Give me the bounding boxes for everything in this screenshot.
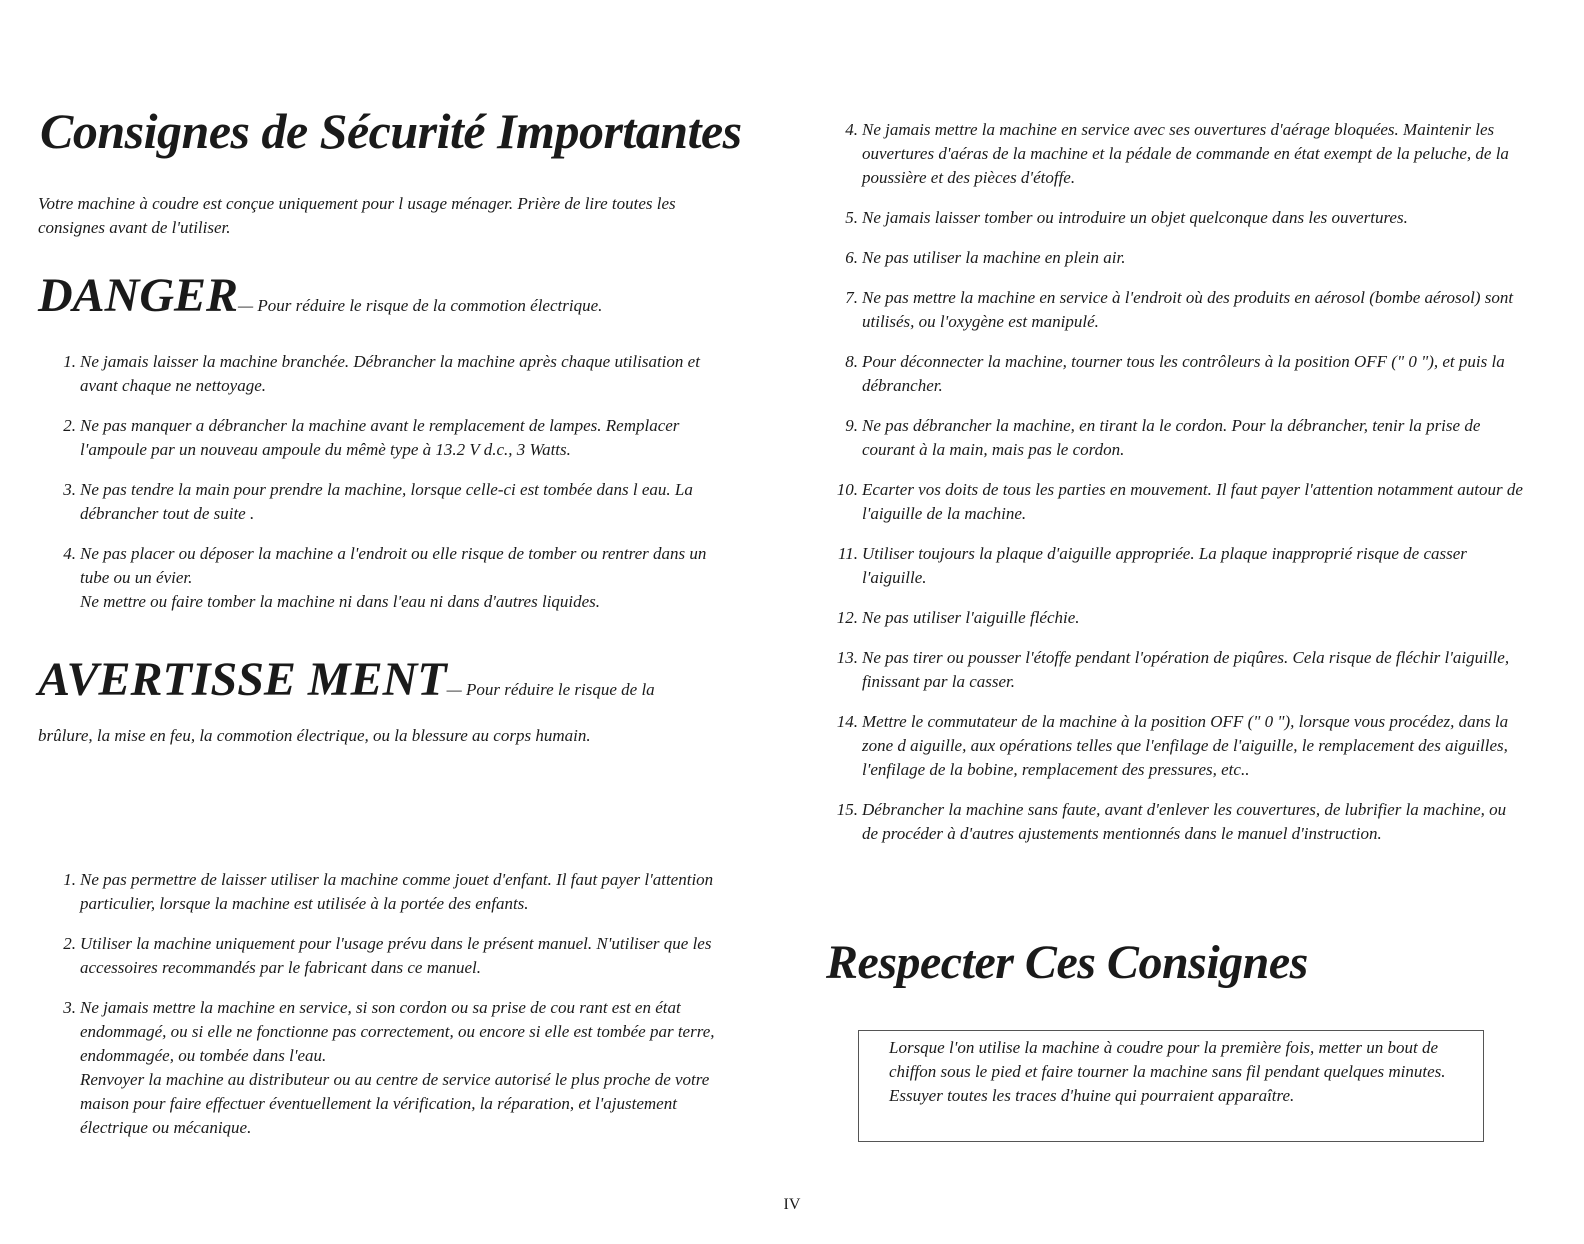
item-number: 9.	[845, 416, 858, 435]
item-text: Pour déconnecter la machine, tourner tous les contrôleurs à la position OFF (" 0 "), et puis la débrancher.	[862, 352, 1505, 395]
item-number: 7.	[845, 288, 858, 307]
item-number: 2.	[63, 934, 76, 953]
item-number: 1.	[63, 352, 76, 371]
avertissement-heading	[38, 652, 655, 707]
list-item	[44, 542, 724, 614]
item-text: Ne pas tirer ou pousser l'étoffe pendant l'opération de piqûres. Cela risque de fléchir l'aiguille, finissant par la casser.	[862, 648, 1510, 691]
avertissement-subtitle: — Pour réduire le risque de la	[446, 680, 655, 699]
item-number: 12.	[836, 608, 858, 627]
list-item	[826, 798, 1526, 846]
note-box	[858, 1030, 1484, 1142]
list-item	[826, 206, 1526, 230]
item-text: Ne jamais laisser tomber ou introduire un objet quelconque dans les ouvertures.	[862, 208, 1408, 227]
item-number: 8.	[845, 352, 858, 371]
item-text: Ne pas utiliser la machine en plein air.	[862, 248, 1126, 267]
item-number: 15.	[836, 800, 858, 819]
list-item	[826, 710, 1526, 782]
danger-list	[44, 350, 724, 630]
danger-word: DANGER	[38, 269, 239, 322]
item-number: 1.	[63, 870, 76, 889]
avertissement-list	[44, 868, 724, 1156]
list-item	[44, 414, 724, 462]
list-item	[826, 606, 1526, 630]
list-item	[826, 246, 1526, 270]
note-text: Lorsque l'on utilise la machine à coudre pour la première fois, metter un bout de chiffon sous le pied et faire tourner la machine sans fil pendant quelques minutes. Essuyer toutes les traces d'huine qui pourraient apparaître.	[889, 1038, 1446, 1105]
list-item	[826, 478, 1526, 526]
right-column-list	[826, 118, 1526, 862]
item-text: Ne pas utiliser l'aiguille fléchie.	[862, 608, 1080, 627]
page-number: IV	[783, 1196, 801, 1213]
item-number: 13.	[836, 648, 858, 667]
item-text: Ne jamais laisser la machine branchée. Débrancher la machine après chaque utilisation et avant chaque ne nettoyage.	[80, 352, 700, 395]
item-text: Mettre le commutateur de la machine à la position OFF (" 0 "), lorsque vous procédez, dans la zone d aiguille, aux opérations telles que l'enfilage de l'aiguille, le remplacement des aiguilles, l'enfilage de la bobine, remplacement des pressures, etc..	[862, 712, 1509, 779]
item-text: Ne pas débrancher la machine, en tirant la le cordon. Pour la débrancher, tenir la prise de courant à la main, mais pas le cordon.	[862, 416, 1481, 459]
item-text: Ne pas placer ou déposer la machine a l'endroit ou elle risque de tomber ou rentrer dans un tube ou un évier.	[80, 544, 707, 587]
item-number: 10.	[836, 480, 858, 499]
list-item	[44, 932, 724, 980]
list-item	[826, 286, 1526, 334]
item-number: 6.	[845, 248, 858, 267]
item-number: 3.	[63, 998, 76, 1017]
item-text: Ne pas mettre la machine en service à l'endroit où des produits en aérosol (bombe aérosol) sont utilisés, ou l'oxygène est manipulé.	[862, 288, 1514, 331]
item-text-extra: Renvoyer la machine au distributeur ou au centre de service autorisé le plus proche de votre maison pour faire effectuer éventuellement la vérification, la réparation, et l'ajustement électrique ou mécanique.	[80, 1070, 710, 1137]
item-number: 2.	[63, 416, 76, 435]
item-number: 5.	[845, 208, 858, 227]
list-item	[44, 478, 724, 526]
item-text: Ne jamais mettre la machine en service, si son cordon ou sa prise de cou rant est en état endommagé, ou si elle ne fonctionne pas correctement, ou encore si elle est tombée par terre, endommagée, ou tombée dans l'eau.	[80, 998, 715, 1065]
respect-heading: Respecter Ces Consignes	[826, 936, 1308, 989]
list-item	[826, 646, 1526, 694]
avertissement-word: AVERTISSE MENT	[38, 653, 447, 706]
danger-heading	[38, 268, 602, 323]
item-text: Ne pas tendre la main pour prendre la machine, lorsque celle-ci est tombée dans l eau. La débrancher tout de suite .	[80, 480, 693, 523]
item-text: Débrancher la machine sans faute, avant d'enlever les couvertures, de lubrifier la machine, ou de procéder à d'autres ajustements mentionnés dans le manuel d'instruction.	[862, 800, 1507, 843]
item-number: 4.	[845, 120, 858, 139]
item-text: Utiliser toujours la plaque d'aiguille appropriée. La plaque inapproprié risque de casser l'aiguille.	[862, 544, 1467, 587]
list-item	[826, 350, 1526, 398]
danger-subtitle: — Pour réduire le risque de la commotion électrique.	[238, 296, 603, 315]
item-text: Ecarter vos doits de tous les parties en mouvement. Il faut payer l'attention notamment autour de l'aiguille de la machine.	[862, 480, 1523, 523]
list-item	[44, 868, 724, 916]
list-item	[826, 414, 1526, 462]
item-number: 3.	[63, 480, 76, 499]
list-item	[44, 350, 724, 398]
item-number: 14.	[836, 712, 858, 731]
item-text: Ne pas manquer a débrancher la machine avant le remplacement de lampes. Remplacer l'ampoule par un nouveau ampoule du mêmè type à 13.2 V d.c., 3 Watts.	[80, 416, 680, 459]
list-item	[826, 118, 1526, 190]
avertissement-subtitle-continued: brûlure, la mise en feu, la commotion électrique, ou la blessure au corps humain.	[38, 726, 591, 745]
page-title: Consignes de Sécurité Importantes	[40, 103, 742, 159]
item-number: 11.	[838, 544, 858, 563]
item-text: Utiliser la machine uniquement pour l'usage prévu dans le présent manuel. N'utiliser que les accessoires recommandés par le fabricant dans ce manuel.	[80, 934, 712, 977]
item-text-extra: Ne mettre ou faire tomber la machine ni dans l'eau ni dans d'autres liquides.	[80, 592, 601, 611]
item-text: Ne jamais mettre la machine en service avec ses ouvertures d'aérage bloquées. Maintenir les ouvertures d'aéras de la machine et la pédale de commande en état exempt de la peluche, de la poussière et des pièces d'étoffe.	[862, 120, 1509, 187]
list-item	[826, 542, 1526, 590]
intro-text: Votre machine à coudre est conçue uniquement pour l usage ménager. Prière de lire toutes les consignes avant de l'utiliser.	[38, 194, 676, 237]
item-text: Ne pas permettre de laisser utiliser la machine comme jouet d'enfant. Il faut payer l'attention particulier, lorsque la machine est utilisée à la portée des enfants.	[80, 870, 714, 913]
item-number: 4.	[63, 544, 76, 563]
list-item	[44, 996, 724, 1140]
